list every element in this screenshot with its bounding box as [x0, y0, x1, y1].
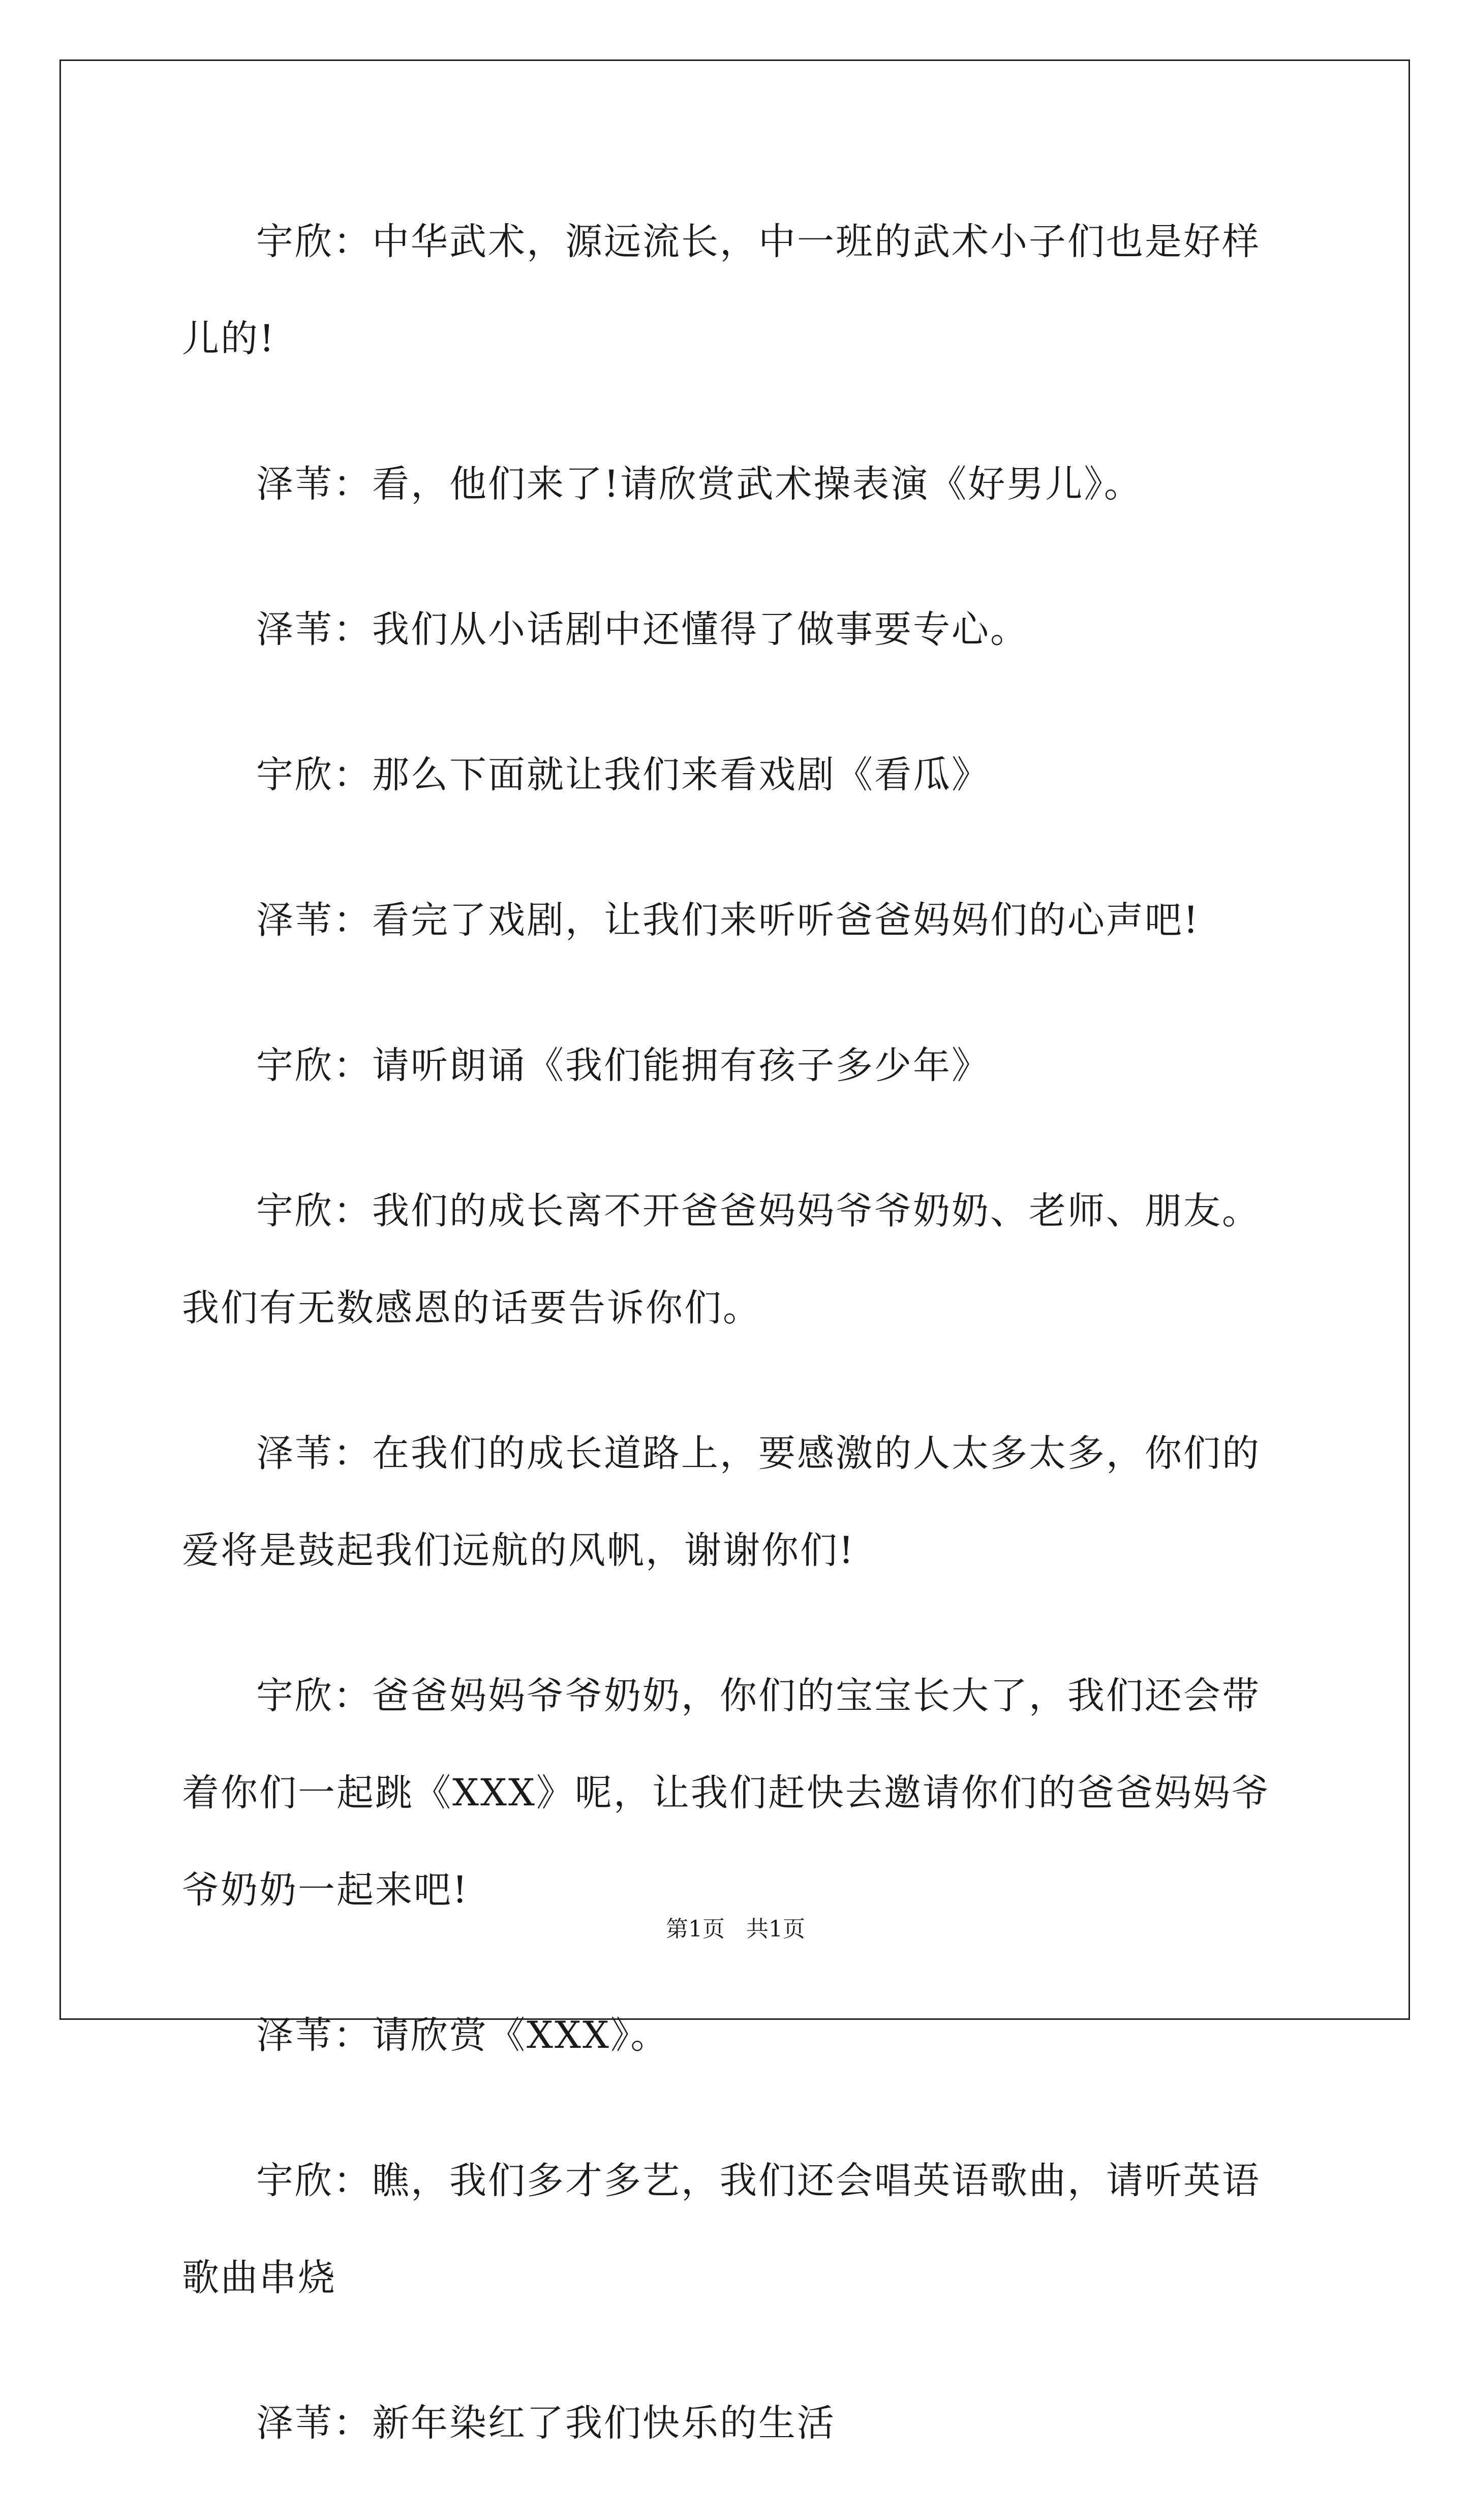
- paragraph: 泽苇：在我们的成长道路上，要感激的人太多太多，你们的爱将是鼓起我们远航的风帆，谢谢你们!: [182, 1432, 1261, 1572]
- paragraph: 泽苇：看，他们来了!请欣赏武术操表演《好男儿》。: [256, 463, 1143, 506]
- paragraph: 宇欣：我们的成长离不开爸爸妈妈爷爷奶奶、老师、朋友。我们有无数感恩的话要告诉你们。: [182, 1189, 1261, 1330]
- paragraph: 泽苇：新年染红了我们快乐的生活: [256, 2402, 836, 2445]
- paragraph: 泽苇：我们从小话剧中还懂得了做事要专心。: [256, 608, 1029, 651]
- paragraph: 泽苇：请欣赏《XXX》。: [256, 2014, 669, 2057]
- paragraph: 宇欣：那么下面就让我们来看戏剧《看瓜》: [256, 753, 990, 796]
- paragraph: 宇欣：请听朗诵《我们能拥有孩子多少年》: [256, 1044, 990, 1087]
- paragraph: 宇欣：爸爸妈妈爷爷奶奶，你们的宝宝长大了，我们还会带着你们一起跳《XXX》呢，让我们赶快去邀请你们的爸爸妈妈爷爷奶奶一起来吧!: [182, 1674, 1270, 1912]
- page-footer: [0, 1914, 1471, 1945]
- document-body: [182, 193, 1298, 2520]
- paragraph: 宇欣：瞧，我们多才多艺，我们还会唱英语歌曲，请听英语歌曲串烧: [182, 2159, 1261, 2299]
- paragraph: 宇欣：中华武术，源远流长，中一班的武术小子们也是好样儿的!: [182, 220, 1261, 360]
- page-number: 第1页: [666, 1916, 725, 1942]
- page-total: 共1页: [746, 1916, 805, 1942]
- paragraph: 泽苇：看完了戏剧，让我们来听听爸爸妈妈们的心声吧!: [256, 899, 1200, 942]
